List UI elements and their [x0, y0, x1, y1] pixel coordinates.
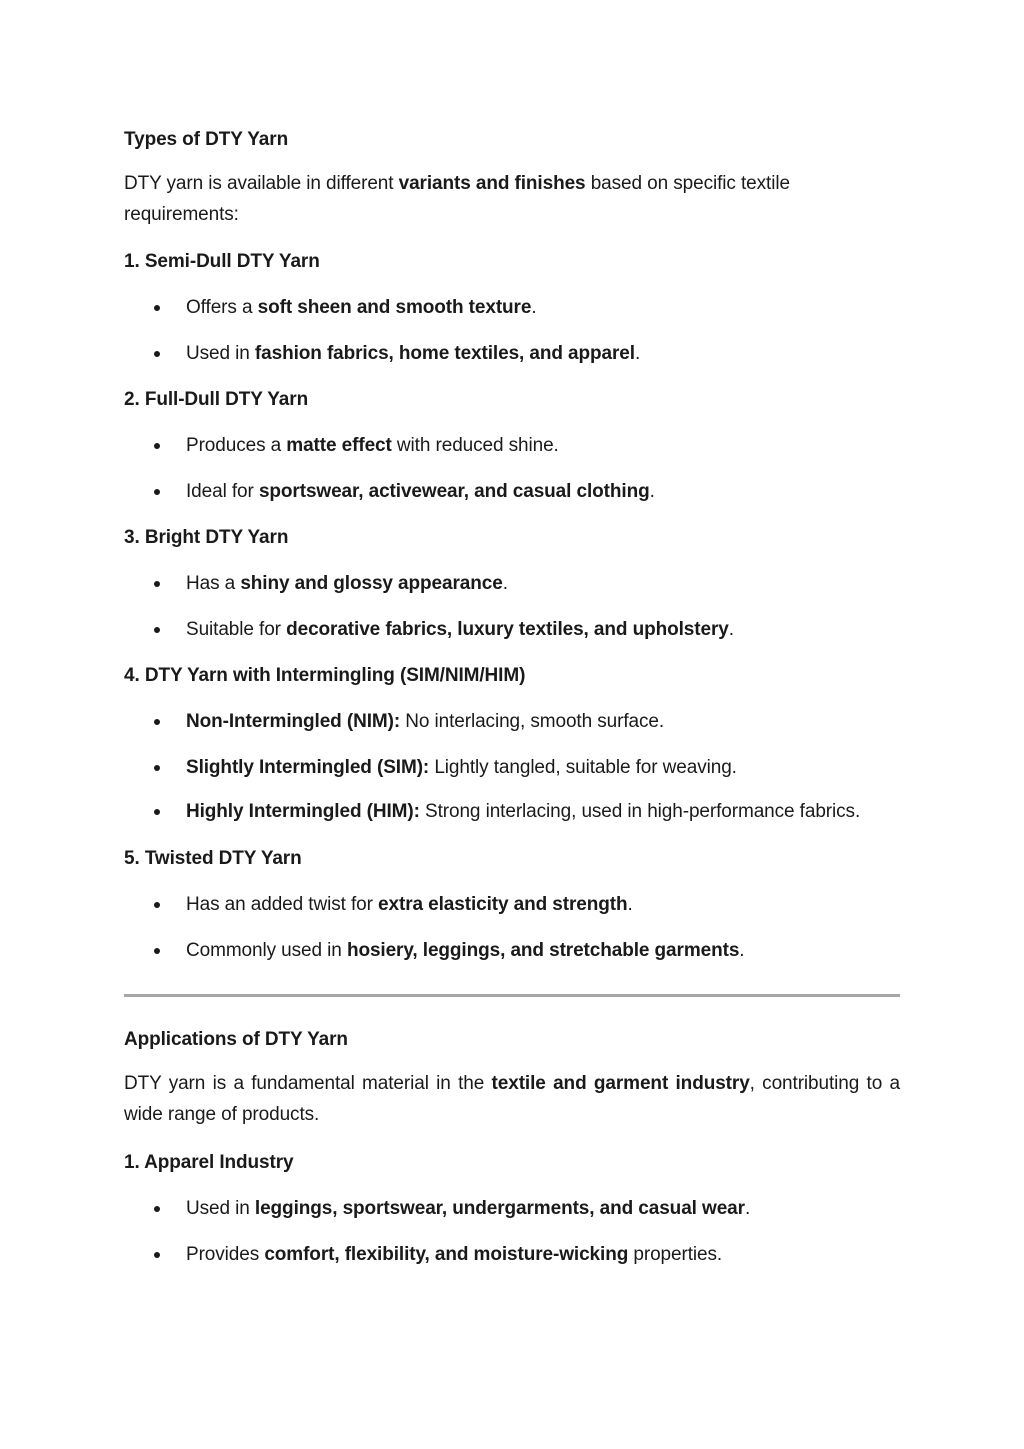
bullet-text: . — [531, 297, 537, 318]
bullet-dot-icon — [154, 948, 160, 954]
bullet-dot-icon — [154, 1252, 160, 1258]
document-page — [124, 120, 900, 1270]
bullet-text: Used in — [186, 343, 255, 364]
intro-bold: variants and finishes — [398, 173, 586, 194]
bullet-text: Suitable for — [186, 619, 287, 640]
bullet-dot-icon — [154, 627, 160, 633]
bullet-text: Offers a — [186, 297, 258, 318]
bullet-text: . — [744, 1198, 751, 1219]
bullet-text: Provides — [186, 1244, 265, 1265]
bullet-dot-icon — [154, 809, 160, 815]
bullet-list — [124, 706, 900, 827]
bullet-list — [124, 568, 900, 645]
bullet-text: Produces a — [186, 435, 287, 456]
list-item — [124, 338, 900, 369]
list-item — [124, 1193, 900, 1224]
bullet-dot-icon — [154, 581, 160, 587]
bullet-text: Has an added twist for — [186, 894, 379, 915]
bullet-list — [124, 889, 900, 966]
intro-text: DTY yarn is a fundamental material in the — [124, 1073, 492, 1094]
bullet-text: properties. — [628, 1244, 723, 1265]
bullet-text: No interlacing, smooth surface. — [400, 711, 665, 732]
bullet-dot-icon — [154, 305, 160, 311]
intro-bold: textile and garment industry — [491, 1073, 750, 1094]
bullet-text: Used in — [186, 1198, 255, 1219]
bullet-dot-icon — [154, 902, 160, 908]
bullet-bold: matte effect — [286, 435, 392, 456]
list-item — [124, 568, 900, 599]
list-item — [124, 796, 900, 827]
list-item — [124, 706, 900, 737]
bullet-bold: Highly Intermingled (HIM): — [186, 801, 420, 822]
bullet-bold: Slightly Intermingled (SIM): — [186, 757, 430, 778]
bullet-dot-icon — [154, 1206, 160, 1212]
bullet-dot-icon — [154, 351, 160, 357]
bullet-text: Has a — [186, 573, 241, 594]
type-heading: 4. DTY Yarn with Intermingling (SIM/NIM/HIM) — [124, 665, 526, 686]
bullet-text: . — [739, 940, 745, 961]
bullet-bold: sportswear, activewear, and casual clothing — [258, 481, 650, 502]
type-heading: 3. Bright DTY Yarn — [124, 527, 289, 548]
bullet-text: . — [502, 573, 508, 594]
intro-text: based on specific textile requirements: — [124, 173, 790, 225]
bullet-text: . — [728, 619, 734, 640]
list-item — [124, 476, 900, 507]
bullet-text: Lightly tangled, suitable for weaving. — [429, 757, 737, 778]
bullet-text: . — [634, 343, 641, 364]
bullet-bold: hosiery, leggings, and stretchable garments — [346, 940, 740, 961]
bullet-text: with reduced shine. — [391, 435, 559, 456]
bullet-bold: comfort, flexibility, and moisture-wicking — [264, 1244, 629, 1265]
list-item — [124, 935, 900, 966]
bullet-dot-icon — [154, 765, 160, 771]
list-item — [124, 752, 900, 783]
section-title-types: Types of DTY Yarn — [124, 129, 289, 150]
list-item — [124, 614, 900, 645]
type-heading: 5. Twisted DTY Yarn — [124, 848, 302, 869]
bullet-list — [124, 1193, 900, 1270]
bullet-list — [124, 430, 900, 507]
bullet-list — [124, 292, 900, 369]
bullet-text: . — [649, 481, 655, 502]
type-heading: 1. Semi-Dull DTY Yarn — [124, 251, 320, 272]
bullet-text: . — [627, 894, 633, 915]
types-intro — [124, 168, 900, 230]
bullet-bold: fashion fabrics, home textiles, and apparel — [254, 343, 635, 364]
bullet-bold: shiny and glossy appearance — [240, 573, 503, 594]
list-item — [124, 292, 900, 323]
bullet-dot-icon — [154, 719, 160, 725]
list-item — [124, 889, 900, 920]
bullet-bold: leggings, sportswear, undergarments, and casual wear — [254, 1198, 745, 1219]
bullet-text: Strong interlacing, used in high-performance fabrics. — [419, 801, 861, 822]
bullet-bold: Non-Intermingled (NIM): — [186, 711, 401, 732]
bullet-bold: decorative fabrics, luxury textiles, and upholstery — [286, 619, 729, 640]
bullet-dot-icon — [154, 443, 160, 449]
application-heading: 1. Apparel Industry — [124, 1152, 294, 1173]
section-title-applications: Applications of DTY Yarn — [124, 1029, 348, 1050]
bullet-bold: soft sheen and smooth texture — [257, 297, 532, 318]
bullet-bold: extra elasticity and strength — [378, 894, 628, 915]
intro-text: , contributing to a wide range of products. — [124, 1073, 900, 1125]
intro-text: DTY yarn is available in different — [124, 173, 399, 194]
list-item — [124, 1239, 900, 1270]
section-divider — [124, 994, 900, 997]
bullet-text: Commonly used in — [186, 940, 347, 961]
type-heading: 2. Full-Dull DTY Yarn — [124, 389, 309, 410]
bullet-dot-icon — [154, 489, 160, 495]
applications-intro — [124, 1068, 900, 1130]
bullet-text: Ideal for — [186, 481, 259, 502]
list-item — [124, 430, 900, 461]
